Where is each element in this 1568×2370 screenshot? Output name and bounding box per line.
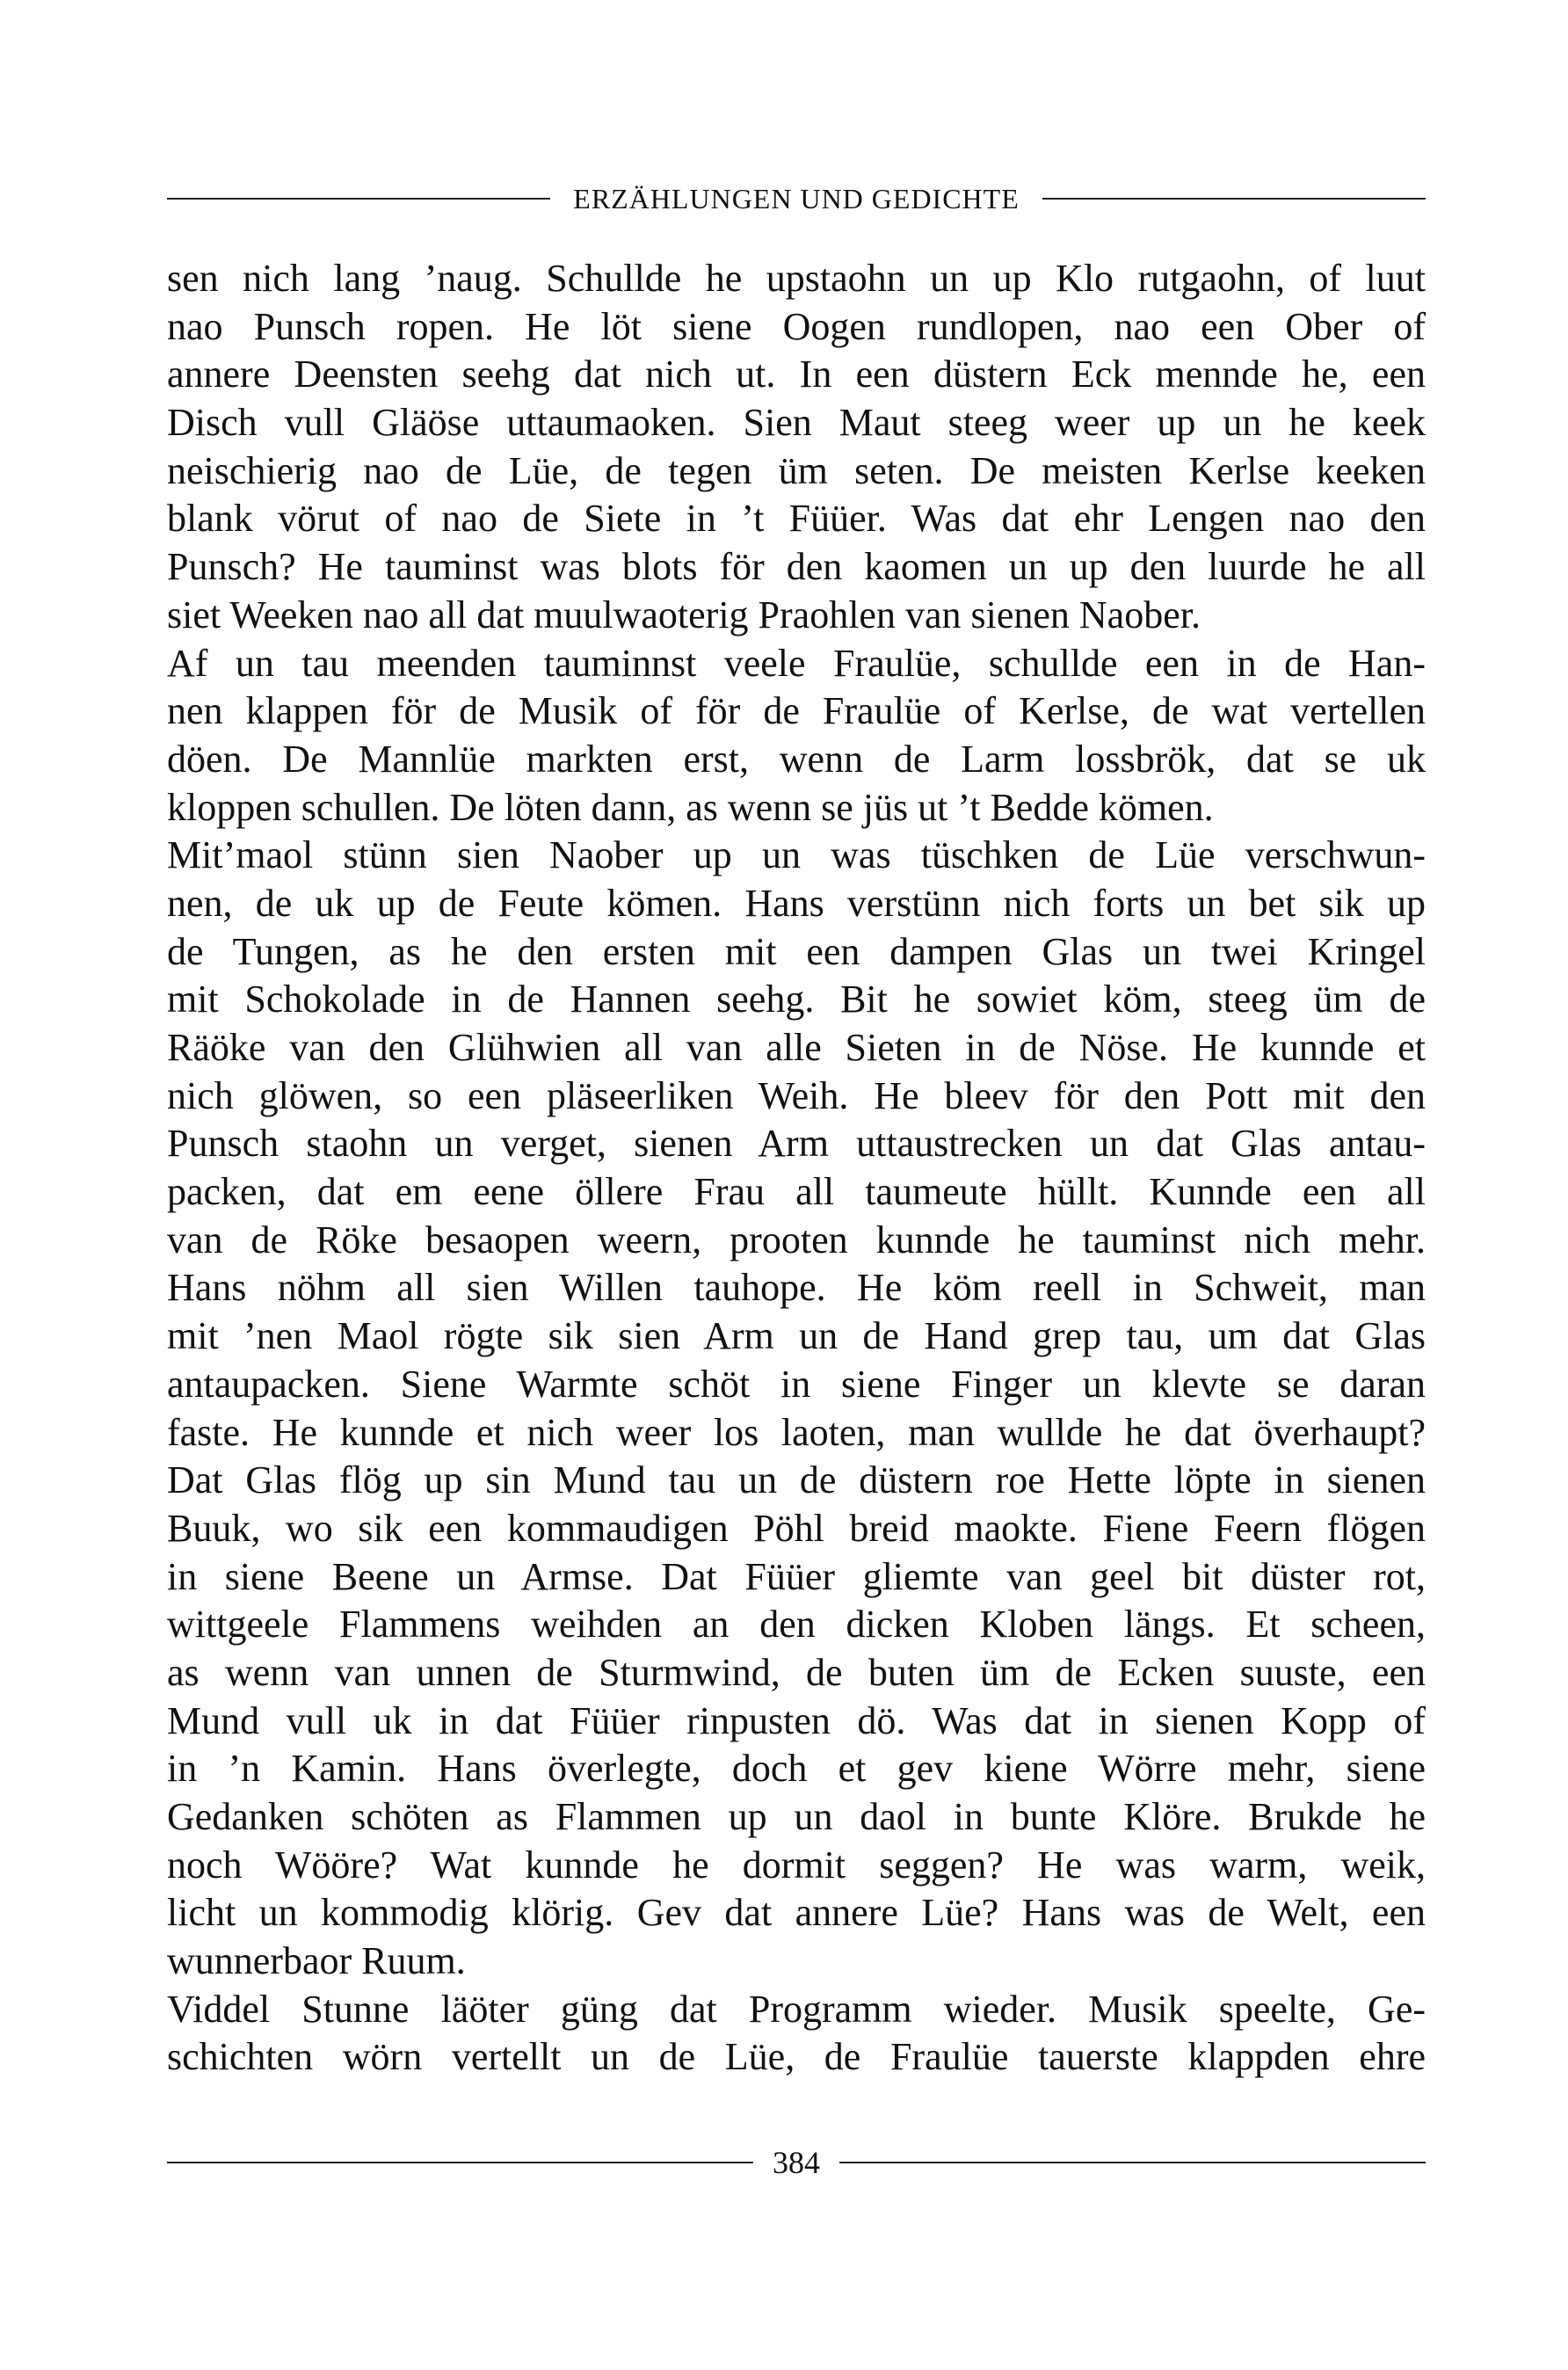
- text-line: schichten wörn vertellt un de Lüe, de Fraulüe tauerste klappden ehre: [167, 2035, 1426, 2079]
- text-line: Disch vull Gläöse uttaumaoken. Sien Maut steeg weer up un he keek: [167, 401, 1426, 445]
- footer-rule-right: [839, 2162, 1426, 2163]
- text-line: nao Punsch ropen. He löt siene Oogen rundlopen, nao een Ober of: [167, 304, 1426, 348]
- text-line: mit Schokolade in de Hannen seehg. Bit he sowiet köm, steeg üm de: [167, 978, 1426, 1021]
- text-line: Mund vull uk in dat Füüer rinpusten dö. Was dat in sienen Kopp of: [167, 1698, 1426, 1742]
- text-line: Räöke van den Glühwien all van alle Sieten in de Nöse. He kunnde et: [167, 1026, 1426, 1069]
- text-line: de Tungen, as he den ersten mit een dampen Glas un twei Kringel: [167, 929, 1426, 973]
- text-line: packen, dat em eene öllere Frau all taumeute hüllt. Kunnde een all: [167, 1170, 1426, 1214]
- text-line: faste. He kunnde et nich weer los laoten, man wullde he dat överhaupt?: [167, 1410, 1426, 1454]
- text-line: Punsch? He tauminst was blots för den kaomen un up den luurde he all: [167, 545, 1426, 589]
- text-line: Mit’maol stünn sien Naober up un was tüschken de Lüe verschwun-: [167, 833, 1426, 877]
- header-rule-right: [1042, 198, 1426, 200]
- text-line: Viddel Stunne läöter güng dat Programm wieder. Musik speelte, Ge-: [167, 1987, 1426, 2031]
- text-line: neischierig nao de Lüe, de tegen üm seten. De meisten Kerlse keeken: [167, 448, 1426, 492]
- body-text: [167, 255, 1426, 2082]
- text-line: nich glöwen, so een pläseerliken Weih. He bleev för den Pott mit den: [167, 1073, 1426, 1117]
- text-line: Hans nöhm all sien Willen tauhope. He köm reell in Schweit, man: [167, 1266, 1426, 1310]
- text-line: licht un kommodig klörig. Gev dat annere Lüe? Hans was de Welt, een: [167, 1891, 1426, 1935]
- text-line: döen. De Mannlüe markten erst, wenn de Larm lossbrök, dat se uk: [167, 737, 1426, 781]
- text-line: nen klappen för de Musik of för de Fraulüe of Kerlse, de wat vertellen: [167, 689, 1426, 733]
- page-footer: [167, 2136, 1426, 2189]
- text-line: blank vörut of nao de Siete in ’t Füüer. Was dat ehr Lengen nao den: [167, 497, 1426, 541]
- footer-rule-left: [167, 2162, 753, 2163]
- text-line: wunnerbaor Ruum.: [167, 1939, 466, 1983]
- text-line: in siene Beene un Armse. Dat Füüer gliemte van geel bit düster rot,: [167, 1554, 1426, 1598]
- text-line: nen, de uk up de Feute kömen. Hans verstünn nich forts un bet sik up: [167, 881, 1426, 925]
- text-line: wittgeele Flammens weihden an den dicken Kloben längs. Et scheen,: [167, 1603, 1426, 1647]
- text-line: Buuk, wo sik een kommaudigen Pöhl breid maokte. Fiene Feern flögen: [167, 1506, 1426, 1550]
- text-line: Dat Glas flög up sin Mund tau un de düstern roe Hette löpte in sienen: [167, 1458, 1426, 1502]
- text-line: noch Wööre? Wat kunnde he dormit seggen? He was warm, weik,: [167, 1843, 1426, 1887]
- text-line: in ’n Kamin. Hans överlegte, doch et gev kiene Wörre mehr, siene: [167, 1747, 1426, 1791]
- text-line: sen nich lang ’naug. Schullde he upstaohn un up Klo rutgaohn, of luut: [167, 257, 1426, 300]
- text-line: Gedanken schöten as Flammen up un daol in bunte Klöre. Brukde he: [167, 1795, 1426, 1838]
- text-line: annere Deensten seehg dat nich ut. In een düstern Eck mennde he, een: [167, 353, 1426, 396]
- header-rule-left: [167, 198, 550, 200]
- text-line: antaupacken. Siene Warmte schöt in siene Finger un klevte se daran: [167, 1362, 1426, 1406]
- header-title: ERZÄHLUNGEN UND GEDICHTE: [573, 182, 1020, 214]
- text-line: mit ’nen Maol rögte sik sien Arm un de Hand grep tau, um dat Glas: [167, 1314, 1426, 1358]
- text-line: kloppen schullen. De löten dann, as wenn se jüs ut ’t Bedde kömen.: [167, 785, 1214, 829]
- text-line: van de Röke besaopen weern, prooten kunnde he tauminst nich mehr.: [167, 1218, 1426, 1261]
- text-line: Punsch staohn un verget, sienen Arm uttaustrecken un dat Glas antau-: [167, 1122, 1426, 1166]
- text-line: as wenn van unnen de Sturmwind, de buten üm de Ecken suuste, een: [167, 1650, 1426, 1694]
- text-line: siet Weeken nao all dat muulwaoterig Praohlen van sienen Naober.: [167, 592, 1201, 636]
- text-line: Af un tau meenden tauminnst veele Fraulüe, schullde een in de Han-: [167, 641, 1426, 685]
- running-header: [167, 174, 1426, 223]
- page-number: 384: [773, 2145, 820, 2180]
